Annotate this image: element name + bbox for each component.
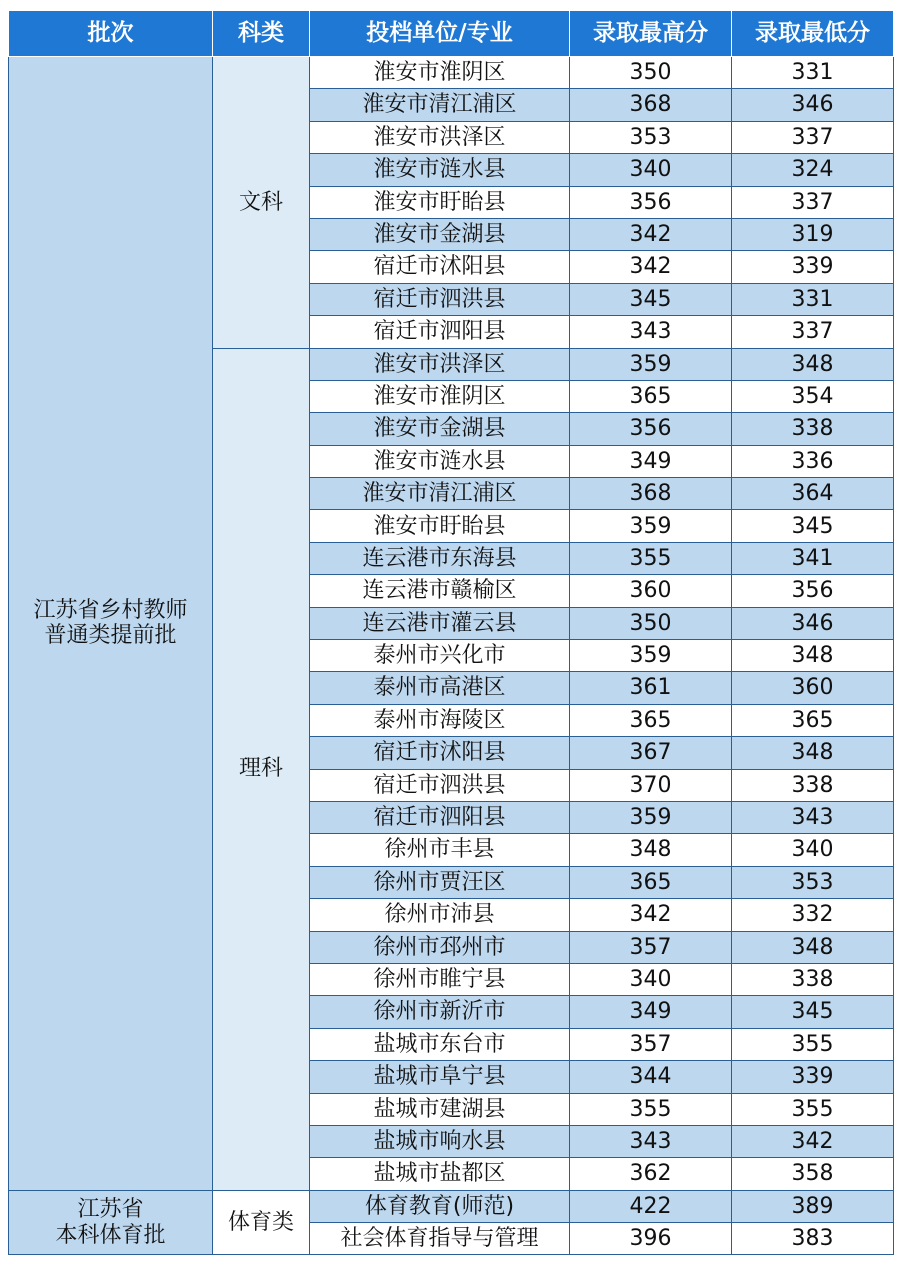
max-score-cell: 359 <box>570 348 732 380</box>
unit-cell: 淮安市盱眙县 <box>310 186 570 218</box>
unit-cell: 泰州市兴化市 <box>310 640 570 672</box>
unit-cell: 连云港市灌云县 <box>310 607 570 639</box>
max-score-cell: 348 <box>570 834 732 866</box>
max-score-cell: 353 <box>570 121 732 153</box>
max-score-cell: 368 <box>570 89 732 121</box>
unit-cell: 淮安市涟水县 <box>310 154 570 186</box>
max-score-cell: 342 <box>570 218 732 250</box>
min-score-cell: 337 <box>732 121 894 153</box>
min-score-cell: 339 <box>732 251 894 283</box>
unit-cell: 连云港市东海县 <box>310 542 570 574</box>
unit-cell: 宿迁市泗阳县 <box>310 801 570 833</box>
unit-cell: 泰州市海陵区 <box>310 704 570 736</box>
max-score-cell: 368 <box>570 478 732 510</box>
max-score-cell: 355 <box>570 1093 732 1125</box>
min-score-cell: 338 <box>732 963 894 995</box>
min-score-cell: 383 <box>732 1223 894 1255</box>
max-score-cell: 350 <box>570 57 732 89</box>
admission-score-table <box>8 10 894 1255</box>
unit-cell: 宿迁市沭阳县 <box>310 251 570 283</box>
min-score-cell: 331 <box>732 57 894 89</box>
unit-cell: 盐城市盐都区 <box>310 1158 570 1190</box>
header-batch: 批次 <box>9 11 213 57</box>
batch-line: 本科体育批 <box>55 1222 166 1248</box>
unit-cell: 淮安市洪泽区 <box>310 121 570 153</box>
max-score-cell: 349 <box>570 996 732 1028</box>
max-score-cell: 365 <box>570 866 732 898</box>
max-score-cell: 361 <box>570 672 732 704</box>
min-score-cell: 354 <box>732 380 894 412</box>
min-score-cell: 338 <box>732 413 894 445</box>
min-score-cell: 324 <box>732 154 894 186</box>
header-max-score: 录取最高分 <box>570 11 732 57</box>
min-score-cell: 356 <box>732 575 894 607</box>
max-score-cell: 422 <box>570 1190 732 1222</box>
min-score-cell: 346 <box>732 89 894 121</box>
max-score-cell: 355 <box>570 542 732 574</box>
max-score-cell: 342 <box>570 251 732 283</box>
batch-line: 江苏省乡村教师 <box>33 598 188 624</box>
max-score-cell: 357 <box>570 931 732 963</box>
unit-cell: 宿迁市泗阳县 <box>310 316 570 348</box>
min-score-cell: 346 <box>732 607 894 639</box>
max-score-cell: 365 <box>570 380 732 412</box>
min-score-cell: 338 <box>732 769 894 801</box>
max-score-cell: 367 <box>570 737 732 769</box>
min-score-cell: 340 <box>732 834 894 866</box>
min-score-cell: 345 <box>732 996 894 1028</box>
max-score-cell: 350 <box>570 607 732 639</box>
min-score-cell: 348 <box>732 931 894 963</box>
table-row <box>9 57 894 89</box>
max-score-cell: 359 <box>570 801 732 833</box>
max-score-cell: 370 <box>570 769 732 801</box>
min-score-cell: 343 <box>732 801 894 833</box>
min-score-cell: 337 <box>732 316 894 348</box>
unit-cell: 盐城市东台市 <box>310 1028 570 1060</box>
max-score-cell: 396 <box>570 1223 732 1255</box>
batch-line: 江苏省 <box>77 1197 144 1223</box>
min-score-cell: 348 <box>732 737 894 769</box>
max-score-cell: 340 <box>570 963 732 995</box>
unit-cell: 体育教育(师范) <box>310 1190 570 1222</box>
min-score-cell: 365 <box>732 704 894 736</box>
max-score-cell: 360 <box>570 575 732 607</box>
max-score-cell: 345 <box>570 283 732 315</box>
batch-cell <box>9 57 213 1191</box>
category-cell: 文科 <box>213 57 310 349</box>
unit-cell: 淮安市金湖县 <box>310 218 570 250</box>
min-score-cell: 345 <box>732 510 894 542</box>
unit-cell: 徐州市丰县 <box>310 834 570 866</box>
unit-cell: 泰州市高港区 <box>310 672 570 704</box>
max-score-cell: 359 <box>570 510 732 542</box>
min-score-cell: 331 <box>732 283 894 315</box>
max-score-cell: 349 <box>570 445 732 477</box>
batch-cell <box>9 1190 213 1255</box>
unit-cell: 盐城市阜宁县 <box>310 1061 570 1093</box>
unit-cell: 连云港市赣榆区 <box>310 575 570 607</box>
table-body <box>9 57 894 1255</box>
batch-line: 普通类提前批 <box>44 623 177 649</box>
max-score-cell: 344 <box>570 1061 732 1093</box>
min-score-cell: 339 <box>732 1061 894 1093</box>
max-score-cell: 362 <box>570 1158 732 1190</box>
unit-cell: 徐州市新沂市 <box>310 996 570 1028</box>
min-score-cell: 355 <box>732 1028 894 1060</box>
unit-cell: 徐州市贾汪区 <box>310 866 570 898</box>
unit-cell: 宿迁市泗洪县 <box>310 769 570 801</box>
header-unit: 投档单位/专业 <box>310 11 570 57</box>
header-row <box>9 11 894 57</box>
max-score-cell: 365 <box>570 704 732 736</box>
min-score-cell: 337 <box>732 186 894 218</box>
min-score-cell: 348 <box>732 348 894 380</box>
max-score-cell: 356 <box>570 413 732 445</box>
min-score-cell: 364 <box>732 478 894 510</box>
min-score-cell: 336 <box>732 445 894 477</box>
max-score-cell: 356 <box>570 186 732 218</box>
category-cell: 体育类 <box>213 1190 310 1255</box>
min-score-cell: 332 <box>732 899 894 931</box>
table-row <box>9 1190 894 1222</box>
unit-cell: 淮安市淮阴区 <box>310 57 570 89</box>
min-score-cell: 353 <box>732 866 894 898</box>
min-score-cell: 341 <box>732 542 894 574</box>
min-score-cell: 348 <box>732 640 894 672</box>
min-score-cell: 355 <box>732 1093 894 1125</box>
max-score-cell: 343 <box>570 1125 732 1157</box>
unit-cell: 淮安市清江浦区 <box>310 89 570 121</box>
unit-cell: 徐州市邳州市 <box>310 931 570 963</box>
unit-cell: 淮安市淮阴区 <box>310 380 570 412</box>
unit-cell: 淮安市洪泽区 <box>310 348 570 380</box>
unit-cell: 淮安市清江浦区 <box>310 478 570 510</box>
min-score-cell: 358 <box>732 1158 894 1190</box>
min-score-cell: 342 <box>732 1125 894 1157</box>
category-cell: 理科 <box>213 348 310 1190</box>
unit-cell: 社会体育指导与管理 <box>310 1223 570 1255</box>
min-score-cell: 319 <box>732 218 894 250</box>
min-score-cell: 389 <box>732 1190 894 1222</box>
max-score-cell: 342 <box>570 899 732 931</box>
unit-cell: 淮安市金湖县 <box>310 413 570 445</box>
header-min-score: 录取最低分 <box>732 11 894 57</box>
unit-cell: 徐州市沛县 <box>310 899 570 931</box>
header-category: 科类 <box>213 11 310 57</box>
max-score-cell: 340 <box>570 154 732 186</box>
min-score-cell: 360 <box>732 672 894 704</box>
unit-cell: 淮安市盱眙县 <box>310 510 570 542</box>
unit-cell: 盐城市响水县 <box>310 1125 570 1157</box>
unit-cell: 盐城市建湖县 <box>310 1093 570 1125</box>
unit-cell: 宿迁市泗洪县 <box>310 283 570 315</box>
max-score-cell: 359 <box>570 640 732 672</box>
unit-cell: 宿迁市沭阳县 <box>310 737 570 769</box>
unit-cell: 淮安市涟水县 <box>310 445 570 477</box>
unit-cell: 徐州市睢宁县 <box>310 963 570 995</box>
max-score-cell: 357 <box>570 1028 732 1060</box>
max-score-cell: 343 <box>570 316 732 348</box>
